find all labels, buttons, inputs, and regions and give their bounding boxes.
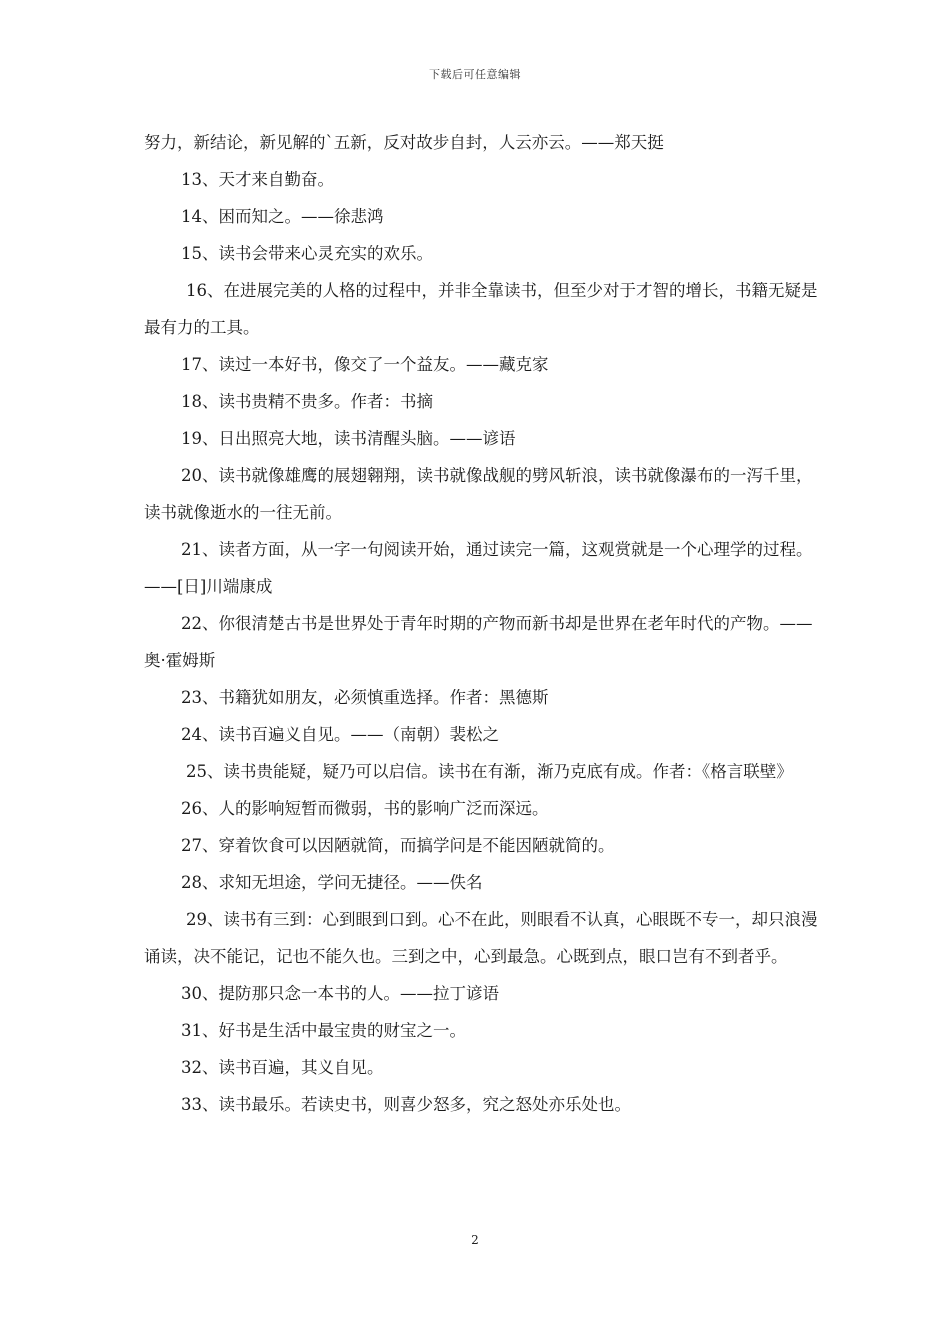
- quote-item: 32、读书百遍，其义自见。: [181, 1058, 384, 1077]
- quote-item: 15、读书会带来心灵充实的欢乐。: [181, 244, 433, 263]
- page-number: 2: [471, 1233, 479, 1247]
- quote-item: 30、提防那只念一本书的人。——拉丁谚语: [181, 984, 499, 1003]
- quote-item: 29、读书有三到：心到眼到口到。心不在此，则眼看不认真，心眼既不专一，却只浪漫诵读，决不能记，记也不能久也。三到之中，心到最急。心既到点，眼口岂有不到者乎。: [144, 910, 818, 966]
- quote-item: 22、你很清楚古书是世界处于青年时期的产物而新书却是世界在老年时代的产物。——奥·霍姆斯: [144, 614, 813, 670]
- quote-item: 13、天才来自勤奋。: [181, 170, 334, 189]
- quote-item: 28、求知无坦途，学问无捷径。——佚名: [181, 873, 483, 892]
- quote-item: 33、读书最乐。若读史书，则喜少怒多，究之怒处亦乐处也。: [181, 1095, 631, 1114]
- quote-item: 20、读书就像雄鹰的展翅翱翔，读书就像战舰的劈风斩浪，读书就像瀑布的一泻千里，读书就像逝水的一往无前。: [144, 466, 813, 522]
- quote-item: 19、日出照亮大地，读书清醒头脑。——谚语: [181, 429, 516, 448]
- quote-item: 31、好书是生活中最宝贵的财宝之一。: [181, 1021, 466, 1040]
- quote-item: 18、读书贵精不贵多。作者：书摘: [181, 392, 433, 411]
- quote-item: 24、读书百遍义自见。——（南朝）裴松之: [181, 725, 499, 744]
- quote-item: 17、读过一本好书，像交了一个益友。——藏克家: [181, 355, 549, 374]
- quote-item: 27、穿着饮食可以因陋就简，而搞学问是不能因陋就简的。: [181, 836, 615, 855]
- quote-item: 23、书籍犹如朋友，必须慎重选择。作者：黑德斯: [181, 688, 549, 707]
- document-body: [144, 124, 824, 1123]
- page-header: 下载后可任意编辑: [429, 68, 521, 81]
- quote-item: 26、人的影响短暂而微弱，书的影响广泛而深远。: [181, 799, 549, 818]
- quote-item: 16、在进展完美的人格的过程中，并非全靠读书，但至少对于才智的增长，书籍无疑是最有力的工具。: [144, 281, 818, 337]
- paragraph: 努力，新结论，新见解的`五新，反对故步自封，人云亦云。——郑天挺: [144, 133, 664, 152]
- quote-item: 21、读者方面，从一字一句阅读开始，通过读完一篇，这观赏就是一个心理学的过程。——[日]川端康成: [144, 540, 813, 596]
- quote-item: 25、读书贵能疑，疑乃可以启信。读书在有渐，渐乃克底有成。作者：《格言联壁》: [186, 762, 793, 781]
- quote-item: 14、困而知之。——徐悲鸿: [181, 207, 384, 226]
